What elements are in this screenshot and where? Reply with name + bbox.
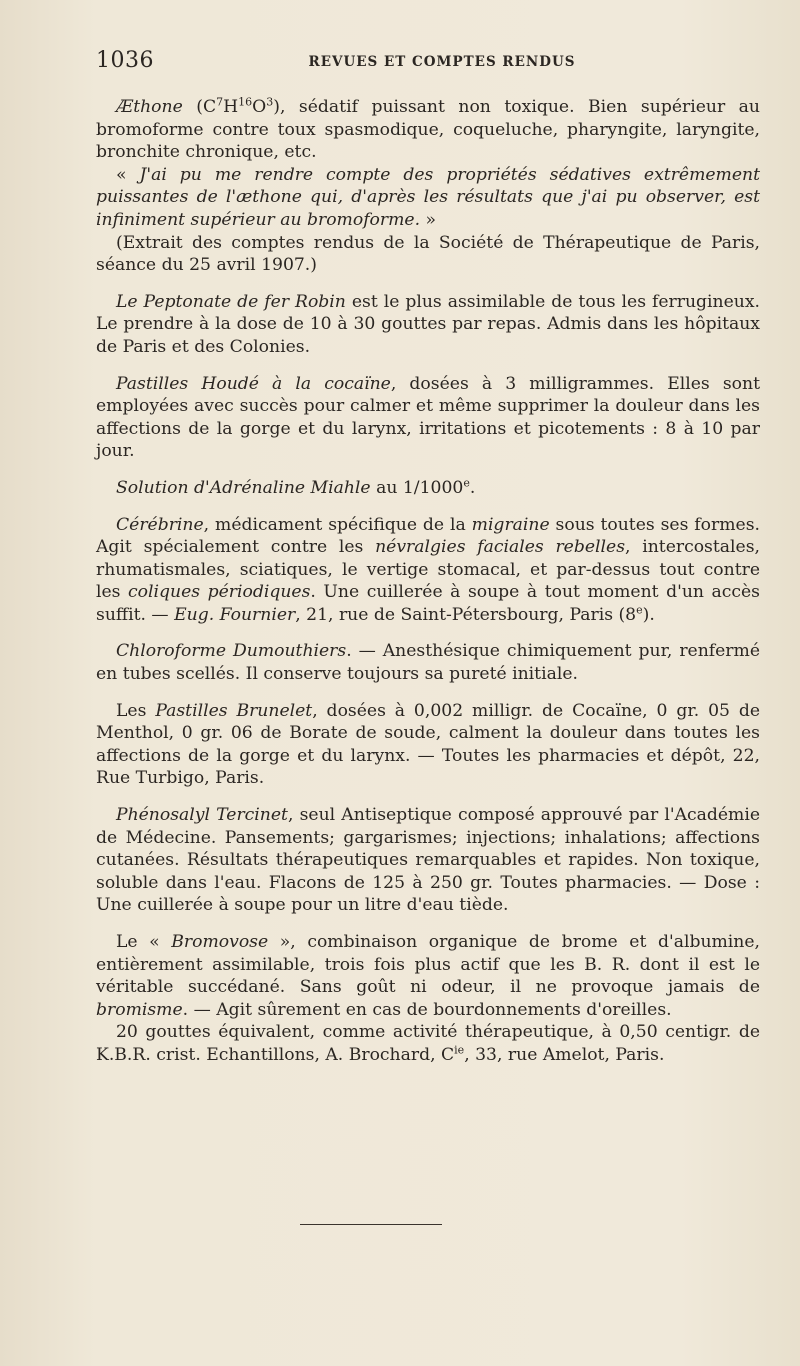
text-run: . <box>469 477 476 498</box>
paragraph-cerebrine <box>96 514 760 627</box>
end-rule <box>300 1224 442 1225</box>
text-run: Le « <box>116 932 172 952</box>
text-run: est le plus assimilable de tous les ferrugineux. Le prendre à la dose de 10 à 30 gouttes par repas. Admis dans les hôpitaux de Paris et des Colonies. <box>96 291 760 357</box>
paragraph-adrenaline <box>96 477 760 500</box>
paragraph-phenosalyl <box>96 804 760 917</box>
italic-text: bromisme <box>96 999 183 1020</box>
superscript: e <box>463 476 470 490</box>
text-run: », combinaison organique de brome et d'albumine, entièrement assimilable, trois fois plus actif que les B. R. dont il est le véritable succédané. Sans goût ni odeur, il ne provoque jamais de <box>96 932 761 998</box>
text-run: au 1/1000 <box>370 477 464 498</box>
paragraph-peptonate <box>96 291 760 359</box>
superscript: 7 <box>216 95 224 109</box>
italic-text: Pastilles Brunelet <box>155 700 313 721</box>
italic-text: coliques périodiques <box>128 582 311 603</box>
italic-text: Chloroforme Dumouthiers <box>116 641 347 662</box>
text-run: . — Agit sûrement en cas de bourdonnements d'oreilles. <box>182 999 672 1020</box>
text-run: sous toutes ses formes. Agit spécialement contre les <box>96 514 760 558</box>
text-run: « <box>116 164 140 185</box>
text-run: ). <box>642 604 655 625</box>
text-run: ), sédatif puissant non toxique. Bien supérieur au bromoforme contre toux spasmodique, coqueluche, pharyngite, laryngite, bronchite chronique, etc. <box>96 97 760 163</box>
text-run: , seul Antiseptique composé approuvé par l'Académie de Médecine. Pansements; gargarismes; injections; inhalations; affections cutanées. Résultats thérapeutiques remarquables et rapides. Non toxique, soluble dans l'eau. Flacons de 125 à 250 gr. Toutes pharmacies. — Dose : Une cuillerée à soupe pour un litre d'eau tiède. <box>96 805 760 916</box>
text-run: Les <box>116 700 156 721</box>
italic-text: Bromovose <box>171 932 269 952</box>
paragraph-pastilles-brunelet <box>96 700 760 790</box>
paragraph-bromovose <box>96 931 760 1021</box>
italic-text: Æthone <box>116 97 183 117</box>
italic-text: Cérébrine <box>116 514 204 535</box>
running-head: REVUES ET COMPTES RENDUS <box>308 54 576 70</box>
italic-text: Solution d'Adrénaline Miahle <box>116 477 371 498</box>
text-run: » <box>420 209 437 230</box>
superscript: 3 <box>266 95 274 109</box>
page-number: 1036 <box>96 48 154 73</box>
text-run: , dosées à 3 milligrammes. Elles sont employées avec succès pour calmer et même supprimer la douleur dans les affections de la gorge et du larynx, irritations et picotements : 8 à 10 par jour. <box>96 373 760 462</box>
text-run: H <box>223 97 239 117</box>
text-run: . Une cuillerée à soupe à tout moment d'un accès suffit. — <box>96 582 761 625</box>
superscript: 16 <box>238 95 253 109</box>
text-run: O <box>252 97 267 117</box>
italic-text: Eug. Fournier <box>174 604 296 625</box>
superscript: ie <box>454 1043 465 1057</box>
paragraph-aethone-source <box>96 232 760 277</box>
italic-text: migraine <box>471 514 550 535</box>
text-run: . — Anesthésique chimiquement pur, renfermé en tubes scellés. Il conserve toujours sa pureté initiale. <box>96 641 760 685</box>
paragraph-bromovose-2 <box>96 1021 760 1066</box>
paragraph-pastilles-houde <box>96 373 760 463</box>
paragraph-chloroforme <box>96 640 760 685</box>
italic-text: J'ai pu me rendre compte des propriétés sédatives extrêmement puissantes de l'æthone qui, d'après les résultats que j'ai pu observer, est infiniment supérieur au bromoforme. <box>96 164 761 230</box>
text-run: (C <box>182 97 217 117</box>
text-run: (Extrait des comptes rendus de la Société de Thérapeutique de Paris, séance du 25 avril 1907.) <box>96 232 760 276</box>
page-header <box>96 48 788 78</box>
text-run: , 21, rue de Saint-Pétersbourg, Paris (8 <box>295 604 637 625</box>
text-run: , 33, rue Amelot, Paris. <box>464 1044 665 1065</box>
text-run: 20 gouttes équivalent, comme activité thérapeutique, à 0,50 centigr. de K.B.R. crist. Echantillons, A. Brochard, C <box>96 1022 760 1065</box>
text-run: , médicament spécifique de la <box>203 514 472 535</box>
body-text <box>96 96 760 1081</box>
superscript: e <box>636 603 643 617</box>
italic-text: Phénosalyl Tercinet <box>116 805 288 826</box>
text-run: , intercostales, rhumatismales, sciatiques, le vertige stomacal, et par-dessus tout contre les <box>96 537 760 603</box>
text-run: , dosées à 0,002 milligr. de Cocaïne, 0 gr. 05 de Menthol, 0 gr. 06 de Borate de soude, calment la douleur dans toutes les affections de la gorge et du larynx. — Toutes les pharmacies et dépôt, 22, Rue Turbigo, Paris. <box>96 700 761 789</box>
paragraph-aethone-quote <box>96 164 760 232</box>
italic-text: Pastilles Houdé à la cocaïne <box>116 373 391 394</box>
paragraph-aethone <box>96 96 760 164</box>
italic-text: Le Peptonate de fer Robin <box>116 291 346 312</box>
italic-text: névralgies faciales rebelles <box>375 537 626 558</box>
